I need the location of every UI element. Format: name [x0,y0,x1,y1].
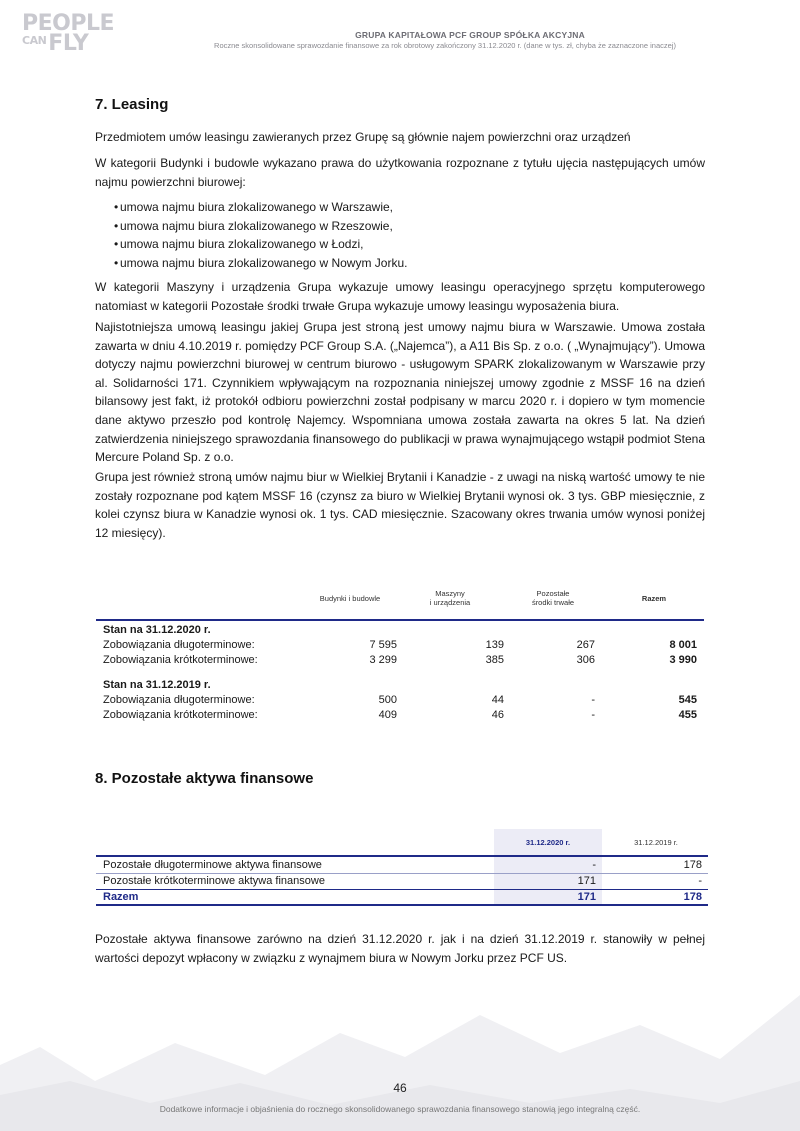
page-number: 46 [393,1081,407,1095]
cell-machines: 44 [491,694,504,706]
cell-other: 267 [576,639,595,651]
table-divider [96,619,704,621]
cell-other: 306 [576,654,595,666]
table-bottom-rule [96,904,708,906]
cell-2019: 178 [683,859,702,871]
list-item: • umowa najmu biura zlokalizowanego w Łodzi, [95,235,705,254]
section-7-p2: W kategorii Budynki i budowle wykazano prawa do użytkowania rozpoznane z tytułu ujęcia następujących umów najmu powierzchni biurowej: [95,156,705,189]
cell-buildings: 3 299 [369,654,397,666]
col-header-total: Razem [641,594,667,603]
section-7-p1: Przedmiotem umów leasingu zawieranych przez Grupę są głównie najem powierzchni oraz urządzeń [95,130,631,144]
cell-total: 3 990 [669,654,697,666]
cell-other: - [591,694,595,706]
row-label: Zobowiązania długoterminowe: [103,694,255,706]
cell-machines: 139 [485,639,504,651]
cell-machines: 385 [485,654,504,666]
cell-buildings: 409 [378,709,397,721]
cell-2020: 171 [577,875,596,887]
cell-buildings: 500 [378,694,397,706]
section-8-p1: Pozostałe aktywa finansowe zarówno na dzień 31.12.2020 r. jak i na dzień 31.12.2019 r. stanowiły w pełnej wartości depozyt wpłacony w związku z wynajmem biura w Nowym Jorku przez PCF US. [95,932,705,965]
section-8-title: 8. Pozostałe aktywa finansowe [95,770,314,787]
cell-other: - [591,709,595,721]
col-header-2019: 31.12.2019 r. [634,838,678,847]
company-logo [22,11,115,56]
row-label: Zobowiązania długoterminowe: [103,639,255,651]
logo-line2: FLY [48,30,89,56]
col-header-other-assets: Pozostałe środki trwałe [531,589,575,607]
list-item: • umowa najmu biura zlokalizowanego w Warszawie, [95,198,705,217]
list-item: • umowa najmu biura zlokalizowanego w Rzeszowie, [95,217,705,236]
cell-total: 8 001 [669,639,697,651]
header-subtitle: Roczne skonsolidowane sprawozdanie finansowe za rok obrotowy zakończony 31.12.2020 r. (dane w tys. zł, chyba że zaznaczone inaczej) [214,41,676,50]
total-2020: 171 [577,891,596,903]
section-7-p3: W kategorii Maszyny i urządzenia Grupa wykazuje umowy leasingu operacyjnego sprzętu komputerowego natomiast w kategorii Pozostałe środki trwałe Grupa wykazuje umowy leasingu wyposażenia biura. [95,280,705,313]
col-header-2020: 31.12.2020 r. [525,838,571,847]
footer-note: Dodatkowe informacje i objaśnienia do rocznego skonsolidowanego sprawozdania finansowego stanowią jego integralną część. [159,1104,641,1114]
row-label: Pozostałe długoterminowe aktywa finansowe [103,859,322,871]
cell-total: 545 [678,694,697,706]
cell-buildings: 7 595 [369,639,397,651]
cell-2019: - [698,875,702,887]
total-2019: 178 [683,891,702,903]
cell-total: 455 [678,709,697,721]
col-header-buildings: Budynki i budowle [319,594,381,603]
section-7-p4: Najistotniejsza umową leasingu jakiej Grupa jest stroną jest umowy najmu biura w Warszawie. Umowa została zawarta w dniu 4.10.2019 r. pomiędzy PCF Group S.A. („Najemca”), a A11 Bis Sp. z o.o. ( „Wynajmujący”). Umowa dotyczy najmu powierzchni biurowej w centrum biurowo - usługowym SPARK zlokalizowanym w Warszawie przy al. Solidarności 171. Czynnikiem wpływającym na rozpoznania niniejszej umowy zgodnie z MSSF 16 na dzień bilansowy jest fakt, iż protokół odbioru powierzchni został podpisany w marcu 2020 r. i dopiero w tym momencie dane aktywo przeszło pod kontrolę Najemcy. Wspomniana umowa została zawarta na okres 5 lat. Na dzień zatwierdzenia niniejszego sprawozdania finansowego do publikacji w prawa wynajmującego wstąpił podmiot Stena Mercure Poland Sp. z o.o. [95,320,705,465]
total-label: Razem [103,891,139,903]
logo-line1: PEOPLE [22,11,115,36]
cell-2020: - [592,859,596,871]
header-company: GRUPA KAPITAŁOWA PCF GROUP SPÓŁKA AKCYJNA [355,30,585,40]
office-list [95,198,705,272]
row-label: Pozostałe krótkoterminowe aktywa finansowe [103,875,325,887]
section-label: Stan na 31.12.2020 r. [103,624,211,636]
section-7-title: 7. Leasing [95,96,169,113]
row-label: Zobowiązania krótkoterminowe: [103,654,258,666]
section-label: Stan na 31.12.2019 r. [103,679,211,691]
cell-machines: 46 [491,709,504,721]
section-7-p5: Grupa jest również stroną umów najmu biur w Wielkiej Brytanii i Kanadzie - z uwagi na niską wartość umowy te nie zostały rozpoznane pod kątem MSSF 16 (czynsz za biuro w Wielkiej Brytanii wynosi ok. 3 tys. GBP miesięcznie, z kolei czynsz biura w Kanadzie wynosi ok. 1 tys. CAD miesięcznie. Szacowany okres trwania umów wynosi poniżej 12 miesięcy). [95,470,705,540]
list-item: • umowa najmu biura zlokalizowanego w Nowym Jorku. [95,254,705,273]
col-header-machines: Maszyny i urządzenia [429,589,471,607]
logo-line2-small: CAN [22,33,47,47]
row-label: Zobowiązania krótkoterminowe: [103,709,258,721]
